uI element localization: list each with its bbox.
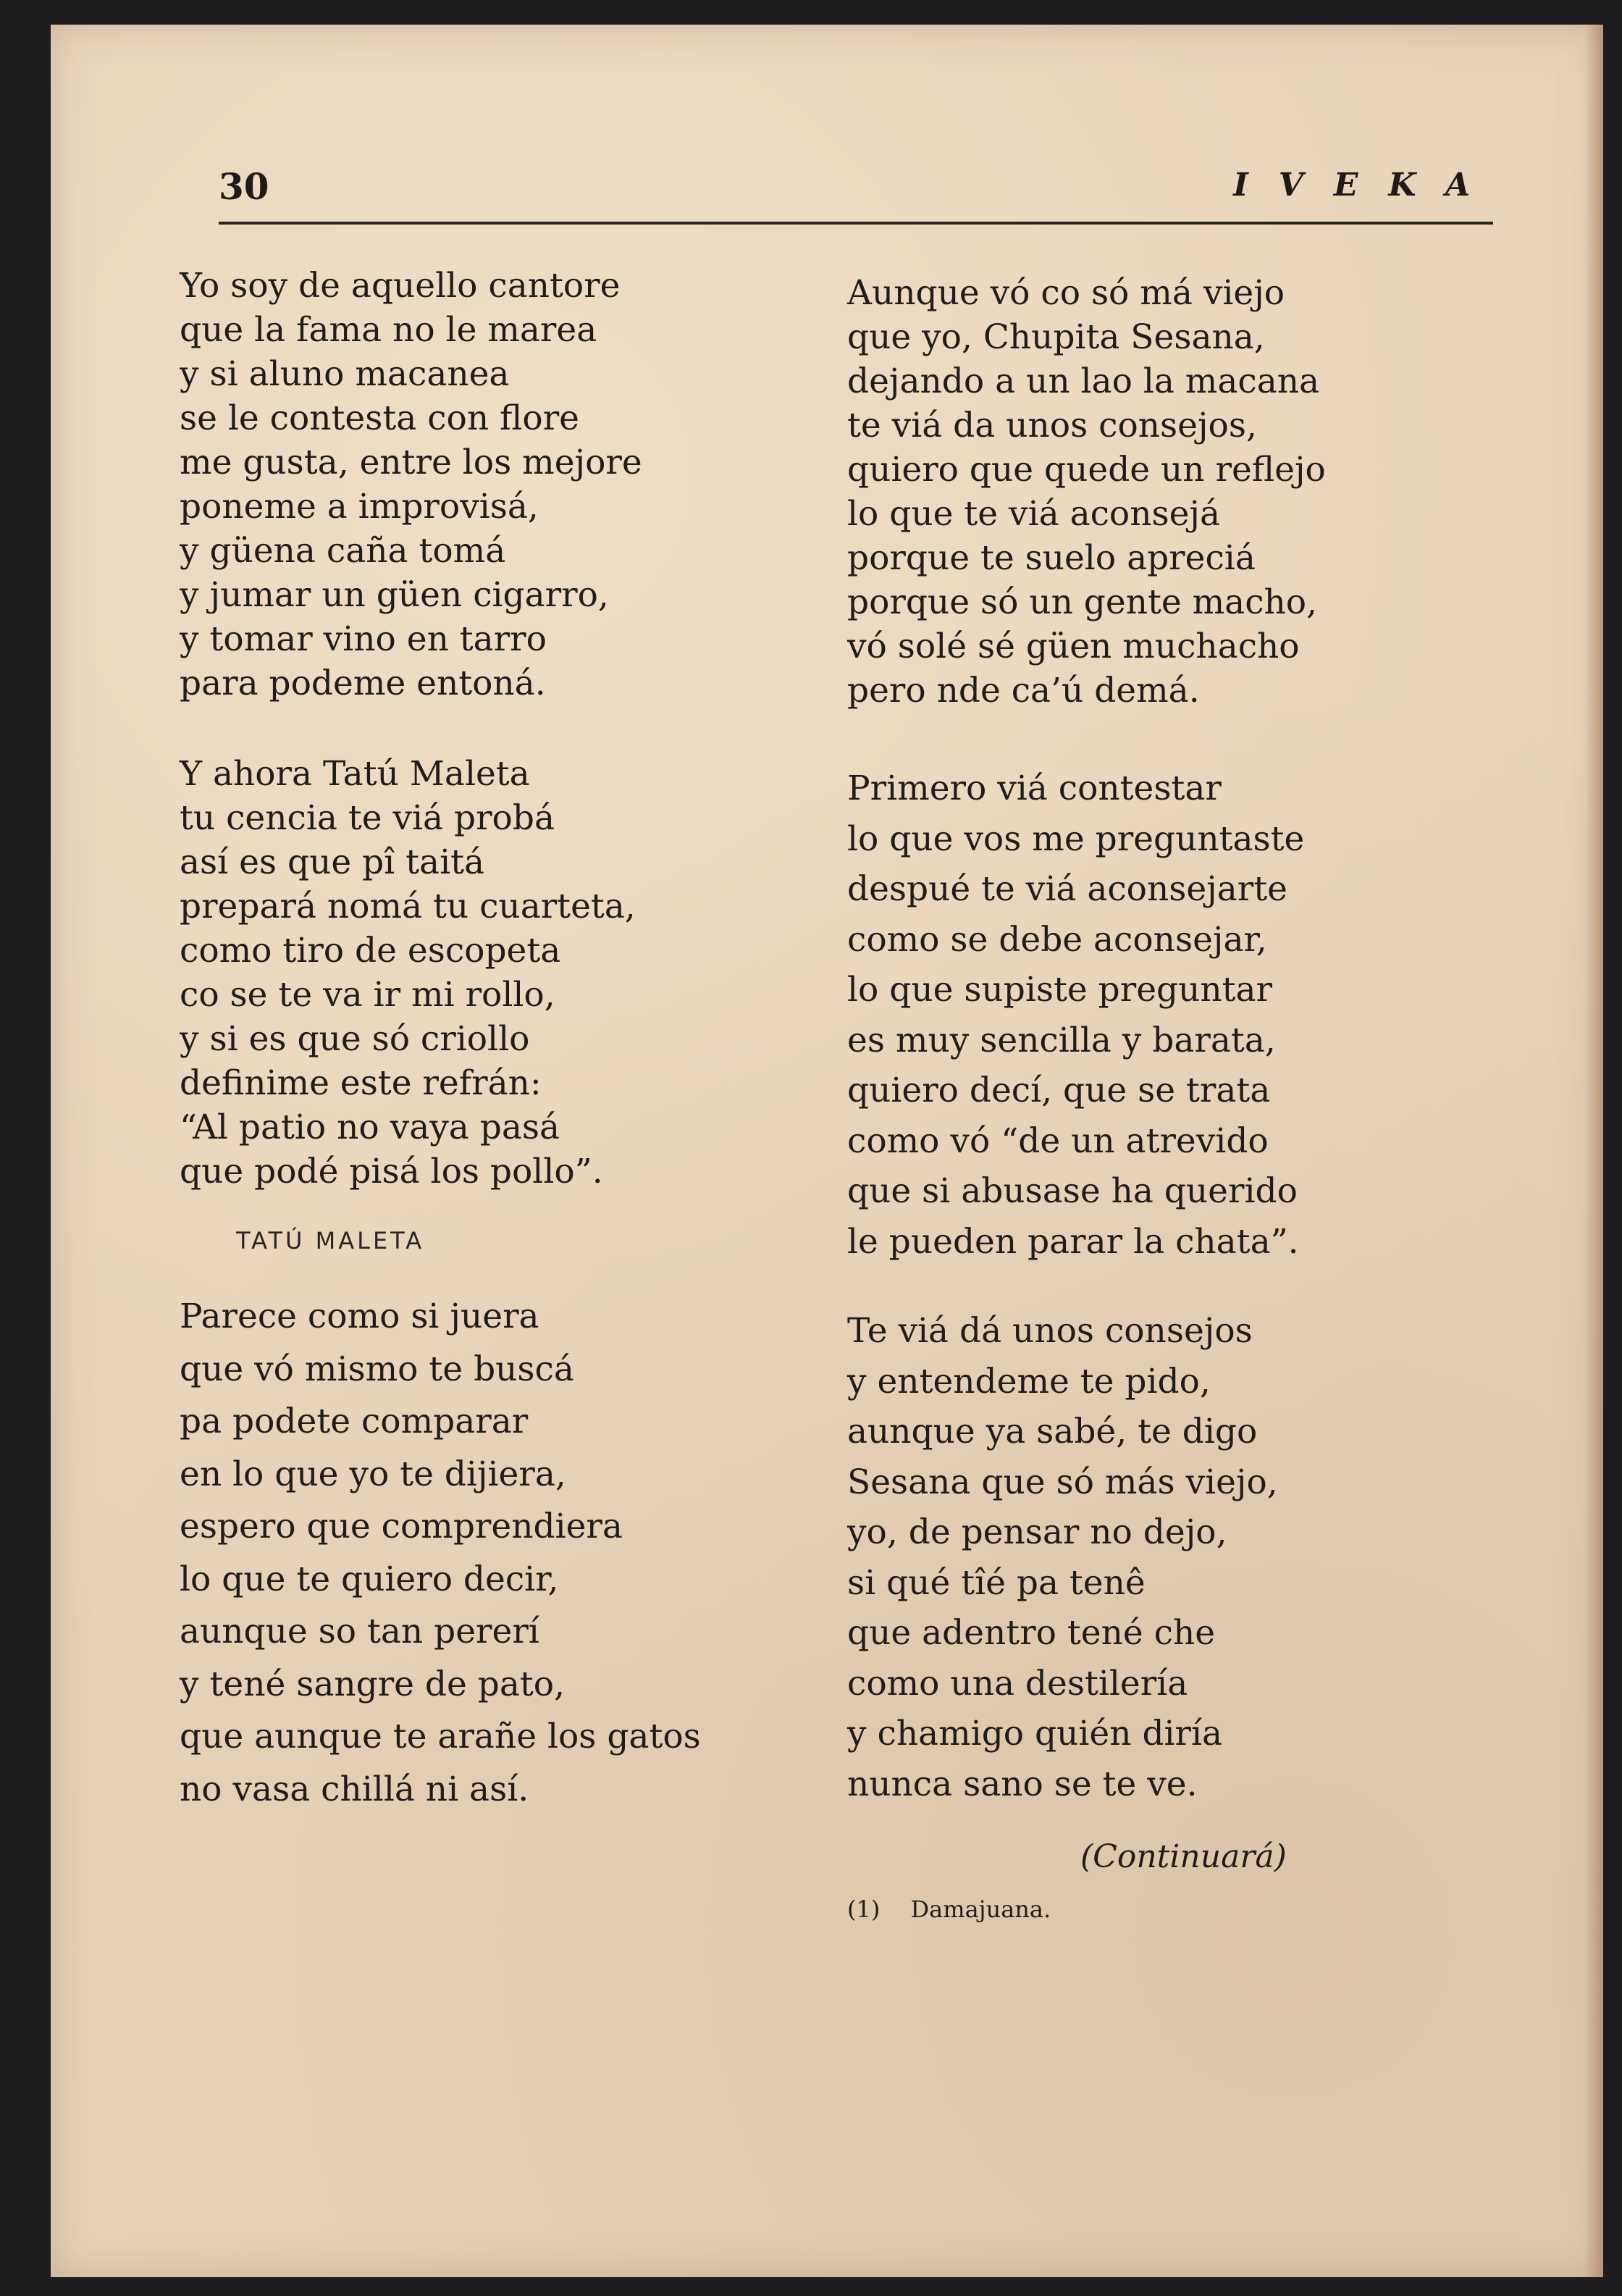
- verse-line: que adentro tené che: [847, 1613, 1216, 1653]
- verse-line: como tiro de escopeta: [180, 931, 561, 971]
- verse-line: que aunque te arañe los gatos: [180, 1717, 701, 1756]
- verse-line: me gusta, entre los mejore: [180, 443, 642, 482]
- verse-line: lo que te quiero decir,: [180, 1559, 559, 1599]
- verse-line: Primero viá contestar: [847, 768, 1222, 808]
- verse-line: despué te viá aconsejarte: [847, 869, 1287, 909]
- footnote: [847, 1893, 1499, 1925]
- verse-line: se le contesta con flore: [180, 398, 579, 438]
- magazine-page: [51, 25, 1603, 2277]
- verse-line: en lo que yo te dijiera,: [180, 1454, 566, 1494]
- verse-line: Yo soy de aquello cantore: [180, 266, 621, 306]
- verse-line: lo que vos me preguntaste: [847, 818, 1305, 859]
- verse-line: quiero que quede un reflejo: [847, 450, 1326, 490]
- left-stanza-3: [180, 1291, 831, 1816]
- verse-line: quiero decí, que se trata: [847, 1071, 1271, 1110]
- right-stanza-3: [847, 1306, 1499, 1809]
- footnote-marker: (1): [847, 1895, 881, 1923]
- verse-line: Sesana que só más viejo,: [847, 1462, 1278, 1502]
- verse-line: lo que supiste preguntar: [847, 970, 1273, 1010]
- verse-line: espero que comprendiera: [180, 1507, 623, 1546]
- verse-line: “Al patio no vaya pasá: [180, 1107, 560, 1147]
- verse-line: que si abusase ha querido: [847, 1171, 1298, 1211]
- verse-line: co se te va ir mi rollo,: [180, 975, 555, 1015]
- verse-line: vó solé sé güen muchacho: [847, 627, 1300, 666]
- verse-line: lo que te viá aconsejá: [847, 494, 1221, 534]
- verse-line: y si es que só criollo: [180, 1019, 530, 1059]
- verse-line: así es que pî taitá: [180, 842, 485, 882]
- verse-line: definime este refrán:: [180, 1063, 542, 1103]
- verse-line: como vó “de un atrevido: [847, 1120, 1269, 1161]
- right-stanza-1: [847, 271, 1499, 713]
- verse-line: y güena caña tomá: [180, 531, 506, 571]
- verse-line: poneme a improvisá,: [180, 487, 539, 527]
- right-column: [847, 271, 1499, 1925]
- verse-line: es muy sencilla y barata,: [847, 1020, 1276, 1060]
- page-edge-shadow: [1584, 25, 1603, 2277]
- verse-line: que la fama no le marea: [180, 310, 597, 350]
- verse-line: para podeme entoná.: [180, 663, 546, 703]
- header-rule: [219, 222, 1493, 225]
- verse-line: y entendeme te pido,: [847, 1361, 1211, 1402]
- verse-line: prepará nomá tu cuarteta,: [180, 887, 636, 926]
- verse-line: le pueden parar la chata”.: [847, 1221, 1299, 1262]
- running-title: IVEKA: [1233, 167, 1500, 204]
- verse-line: y chamigo quién diría: [847, 1714, 1223, 1754]
- verse-line: y si aluno macanea: [180, 354, 510, 394]
- verse-line: nunca sano se te ve.: [847, 1764, 1198, 1804]
- verse-line: porque só un gente macho,: [847, 582, 1318, 622]
- verse-line: que vó mismo te buscá: [180, 1349, 574, 1389]
- verse-line: tu cencia te viá probá: [180, 798, 555, 838]
- continuation-note: (Continuará): [1080, 1838, 1287, 1875]
- verse-line: aunque ya sabé, te digo: [847, 1412, 1258, 1451]
- page-header: [181, 141, 1506, 220]
- author-signature: TATÚ MALETA: [236, 1227, 425, 1254]
- footnote-text: Damajuana.: [910, 1895, 1051, 1923]
- verse-line: Parece como si juera: [180, 1296, 539, 1336]
- verse-line: como se debe aconsejar,: [847, 919, 1267, 960]
- verse-line: te viá da unos consejos,: [847, 406, 1257, 445]
- verse-line: no vasa chillá ni así.: [180, 1769, 529, 1809]
- verse-line: yo, de pensar no dejo,: [847, 1512, 1227, 1552]
- verse-line: pa podete comparar: [180, 1402, 529, 1441]
- verse-line: que podé pisá los pollo”.: [180, 1152, 603, 1191]
- verse-line: si qué tîé pa tenê: [847, 1562, 1146, 1603]
- verse-line: aunque so tan pererí: [180, 1612, 539, 1651]
- left-column: [180, 264, 831, 1816]
- verse-line: Te viá dá unos consejos: [847, 1311, 1253, 1351]
- verse-line: pero nde ca’ú demá.: [847, 671, 1200, 711]
- verse-line: y tené sangre de pato,: [180, 1664, 566, 1704]
- verse-line: y tomar vino en tarro: [180, 619, 547, 659]
- right-stanza-2: [847, 763, 1499, 1267]
- verse-line: dejando a un lao la macana: [847, 361, 1320, 401]
- left-stanza-1: [180, 264, 831, 705]
- verse-line: porque te suelo apreciá: [847, 538, 1256, 578]
- left-stanza-2: [180, 752, 831, 1194]
- page-number: 30: [219, 165, 269, 208]
- verse-line: y jumar un güen cigarro,: [180, 575, 609, 615]
- verse-line: como una destilería: [847, 1663, 1188, 1704]
- verse-line: Aunque vó co só má viejo: [847, 273, 1285, 313]
- verse-line: que yo, Chupita Sesana,: [847, 317, 1265, 357]
- verse-line: Y ahora Tatú Maleta: [180, 754, 530, 794]
